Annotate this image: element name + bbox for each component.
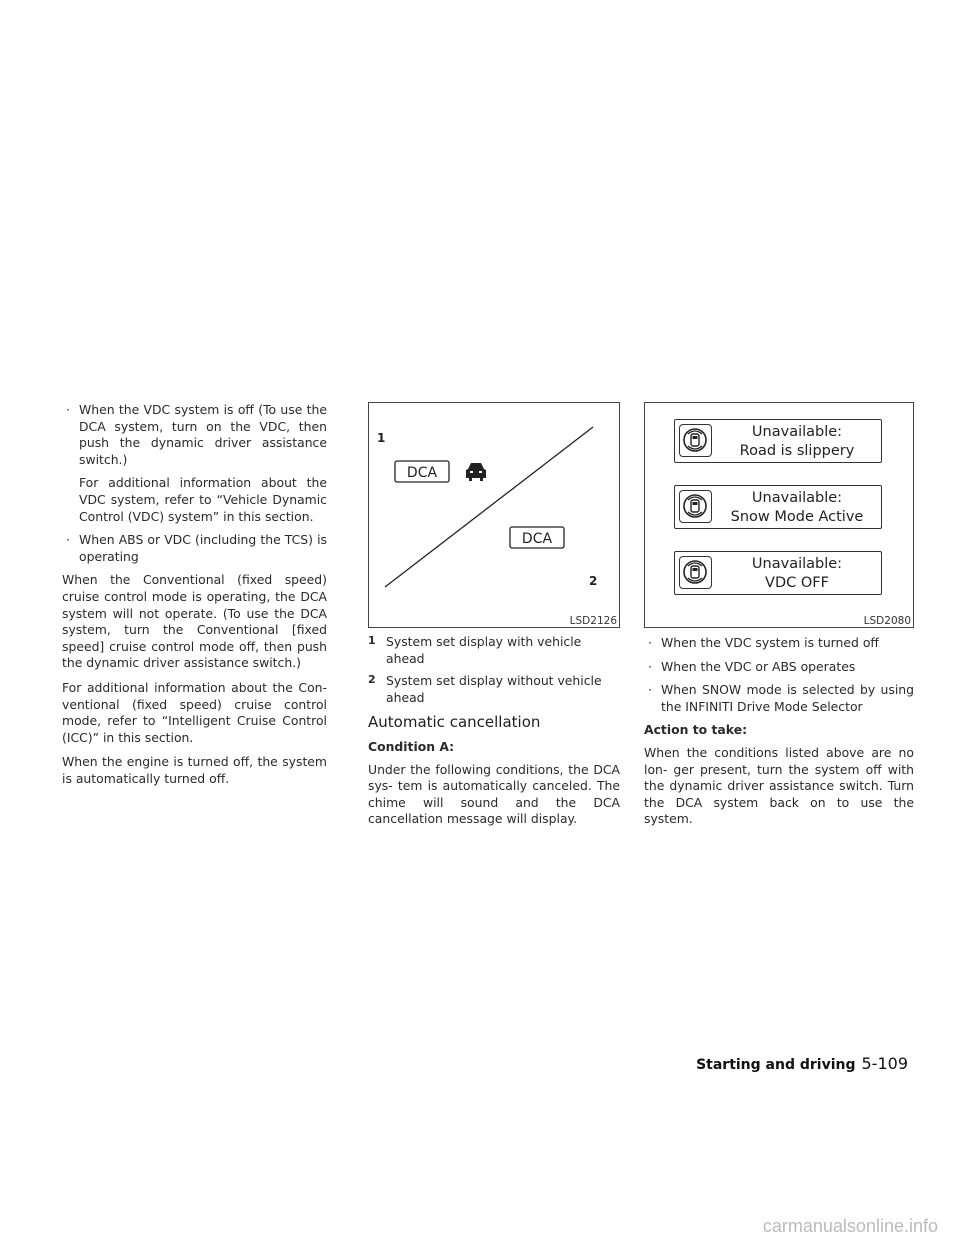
- bullet-abs-vdc: · When ABS or VDC (including the TCS) is operating: [62, 532, 327, 565]
- figure-dca-display: [368, 402, 620, 628]
- diagonal-divider: [385, 427, 593, 587]
- message-text: [715, 489, 879, 526]
- para-action: When the conditions listed above are no lon- ger present, turn the system off with the dynamic driver assistance switch. Turn the DCA system back on to use the system.: [644, 744, 914, 827]
- dca-warning-icon: [679, 490, 712, 523]
- marker-2: 2: [589, 574, 598, 588]
- message-text: [715, 555, 879, 592]
- unavailable-message-panel: [674, 485, 882, 529]
- para-engine-off: When the engine is turned off, the system is automatically turned off.: [62, 754, 327, 786]
- figure-id: LSD2126: [569, 615, 617, 627]
- dca-warning-icon: [679, 556, 712, 589]
- message-line-1: Unavailable:: [751, 424, 843, 440]
- caption-1-text: System set display with vehicle ahead: [386, 634, 582, 666]
- message-line-1: Unavailable:: [751, 556, 843, 572]
- column-middle: [368, 402, 620, 836]
- bullet-vdc-off: · When the VDC system is off (To use the DCA system, turn on the VDC, then push the dynamic driver assistance switch.): [62, 402, 327, 468]
- column-left: [62, 402, 327, 795]
- dca-label-1: DCA: [406, 465, 438, 481]
- dca-display-illustration: [369, 403, 619, 627]
- page-number: 5-109: [861, 1054, 908, 1073]
- watermark: carmanualsonline.info: [762, 1216, 938, 1236]
- section-heading: Automatic cancellation: [368, 713, 541, 732]
- unavailable-message-panel: [674, 551, 882, 595]
- message-line-2: Snow Mode Active: [730, 508, 864, 525]
- bullet-vdc-abs: · When the VDC or ABS operates: [644, 659, 914, 676]
- bullet-vdc-turned-off: · When the VDC system is turned off: [644, 635, 914, 652]
- condition-label: Condition A:: [368, 738, 455, 754]
- para-condition: Under the following conditions, the DCA sys- tem is automatically canceled. The chime will sound and the DCA cancellation message will display.: [368, 761, 620, 827]
- marker-1: 1: [377, 431, 386, 445]
- figure-id: LSD2080: [863, 615, 911, 627]
- message-line-2: VDC OFF: [765, 574, 829, 591]
- para-additional-info: For additional information about the Con- ventional (fixed speed) cruise control mode, refer to “Intelligent Cruise Control (ICC)” in this section.: [62, 679, 327, 745]
- caption-1: [368, 634, 620, 667]
- message-line-2: Road is slippery: [739, 442, 855, 459]
- dca-label-2: DCA: [521, 531, 553, 547]
- caption-2-number: 2: [368, 673, 376, 687]
- figure-unavailable-messages: [644, 402, 914, 628]
- message-text: [715, 423, 879, 460]
- vdc-reference: For additional information about the VDC system, refer to “Vehicle Dynamic Control (VDC) system” in this section.: [79, 475, 327, 524]
- page-footer: [696, 1054, 908, 1073]
- footer-section: Starting and driving: [696, 1057, 856, 1073]
- caption-1-number: 1: [368, 634, 376, 647]
- dca-warning-icon: [679, 424, 712, 457]
- action-label: Action to take:: [644, 722, 748, 738]
- para-conventional-cruise: When the Conventional (fixed speed) cruise control mode is operating, the DCA system will not operate. (To use the DCA system, turn the Conventional [fixed speed] cruise control mode off, then push the dynamic driver assistance switch.): [62, 572, 327, 671]
- car-icon: [466, 463, 486, 481]
- unavailable-message-panel: [674, 419, 882, 463]
- message-line-1: Unavailable:: [751, 490, 843, 506]
- bullet-snow-mode: · When SNOW mode is selected by using the INFINITI Drive Mode Selector: [644, 682, 914, 715]
- caption-2-text: System set display without vehicle ahead: [386, 673, 602, 705]
- caption-2: [368, 673, 620, 706]
- column-right: [644, 402, 914, 836]
